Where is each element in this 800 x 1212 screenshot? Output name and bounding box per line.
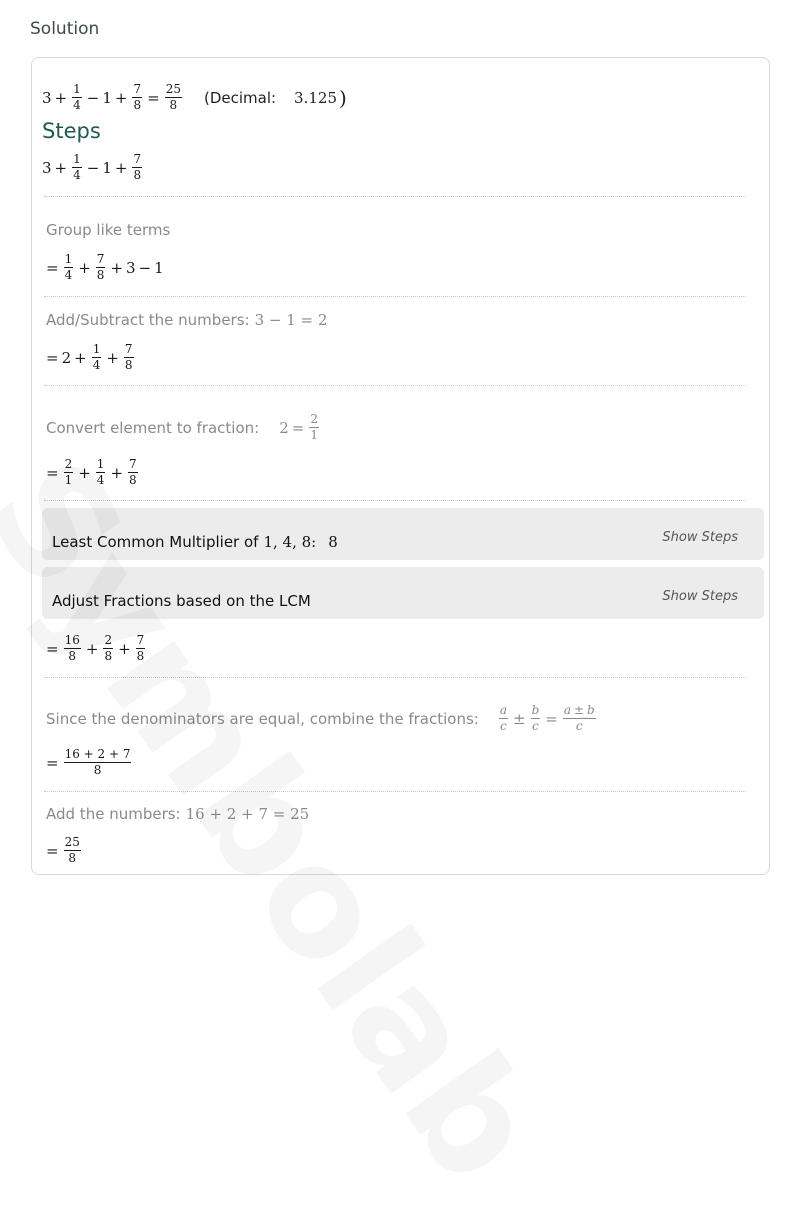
final-result: = $\frac{25}{8}$ xyxy=(46,835,80,865)
divider xyxy=(44,196,746,197)
step-addsub-label: Add/Subtract the numbers: 3 − 1 = 2 xyxy=(46,311,328,329)
original-expression: 3 + $\frac{1}{4}$ − 1 + $\frac{7}{8}$ xyxy=(42,152,142,182)
divider xyxy=(44,296,746,297)
lcm-show-steps-button[interactable]: Show Steps xyxy=(662,530,738,545)
lcm-panel-title: Least Common Multiplier of 1, 4, 8: 8 xyxy=(52,533,338,551)
lcm-panel[interactable] xyxy=(42,508,764,560)
step-convert-label: Convert element to fraction: 2 = $\frac{2}{1}$ xyxy=(46,412,318,442)
solution-card xyxy=(31,57,770,875)
solution-title: Solution xyxy=(30,19,100,39)
step-group-result: = $\frac{1}{4}$ + $\frac{7}{8}$ + 3 − 1 xyxy=(46,252,164,282)
adjust-panel-title: Adjust Fractions based on the LCM xyxy=(52,592,311,610)
decimal-result: (Decimal: 3.125 ) xyxy=(203,85,347,110)
step-combine-result: = $\frac{16 + 2 + 7}{8}$ xyxy=(46,747,131,777)
step-adjust-result: = $\frac{16}{8}$ + $\frac{2}{8}$ + $\frac{7}{8}$ xyxy=(46,633,145,663)
divider xyxy=(44,791,746,792)
step-addsub-result: = 2 + $\frac{1}{4}$ + $\frac{7}{8}$ xyxy=(46,342,133,372)
step-combine-label: Since the denominators are equal, combine the fractions: $\frac{a}{c}$ ± $\frac{b}{c}$ = a ± b c xyxy=(46,703,595,733)
adjust-panel[interactable] xyxy=(42,567,764,619)
divider xyxy=(44,677,746,678)
divider xyxy=(44,500,746,501)
step-addnum-label: Add the numbers: 16 + 2 + 7 = 25 xyxy=(46,805,310,823)
adjust-show-steps-button[interactable]: Show Steps xyxy=(662,589,738,604)
answer-line xyxy=(42,83,349,112)
step-convert-result: = $\frac{2}{1}$ + $\frac{1}{4}$ + $\frac{7}{8}$ xyxy=(46,457,137,487)
divider xyxy=(44,385,746,386)
answer-expression: 3 + $\frac{1}{4}$ − 1 + $\frac{7}{8}$ = $\frac{25}{8}$ xyxy=(42,82,181,112)
steps-heading: Steps xyxy=(42,119,101,143)
step-group-label: Group like terms xyxy=(46,221,171,239)
